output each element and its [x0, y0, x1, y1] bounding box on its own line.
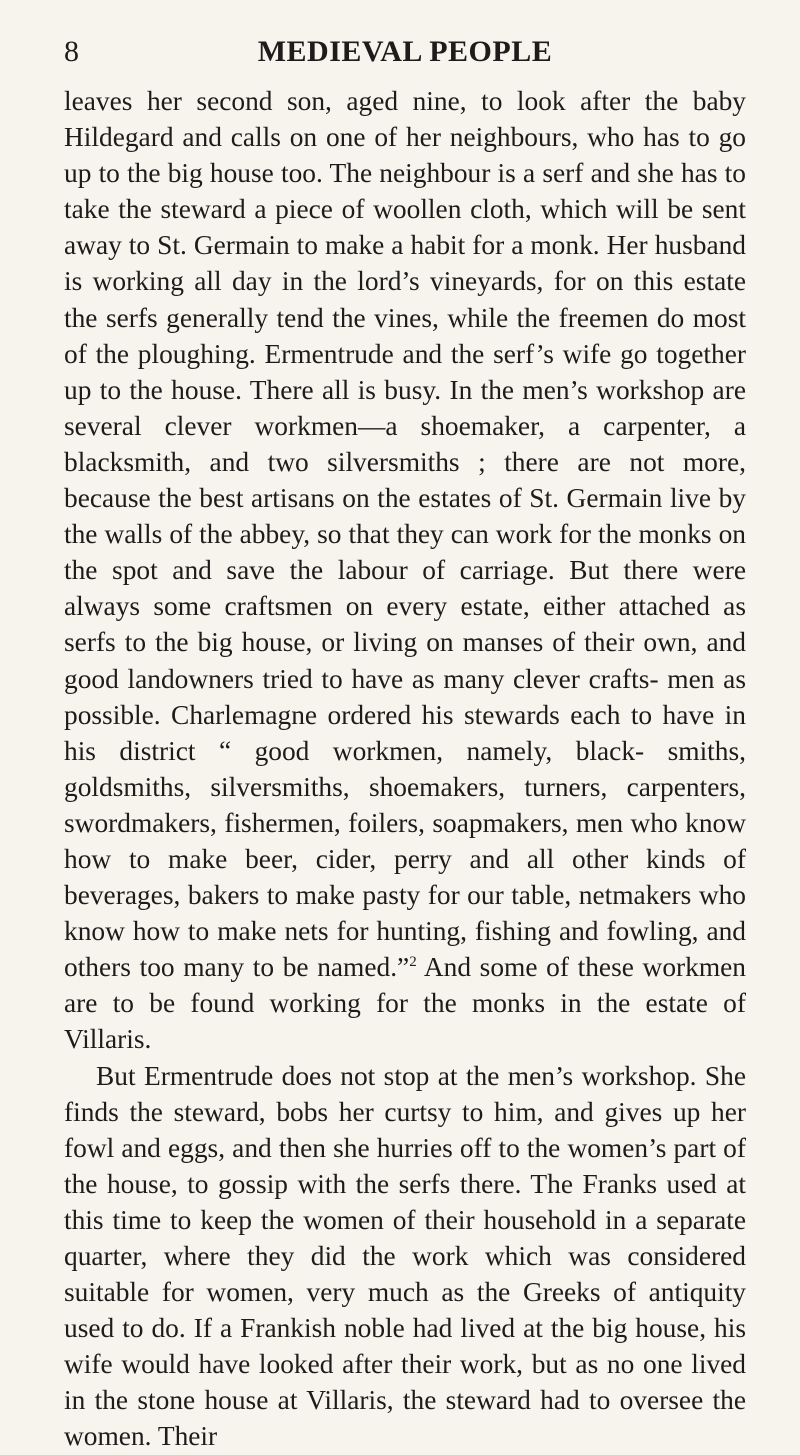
page-header [64, 30, 746, 74]
paragraph-1-text: leaves her second son, aged nine, to look after the baby Hildegard and calls on one of her neighbours, who has to go up to the big house too. The neighbour is a serf and she has to take the steward a piece of woollen cloth, which will be sent away to St. Germain to make a habit for a monk. Her husband is working all day in the lord’s vineyards, for on this estate the serfs generally tend the vines, while the freemen do most of the ploughing. Ermentrude and the serf’s wife go together up to the house. There all is busy. In the men’s workshop are several clever workmen—a shoemaker, a carpenter, a blacksmith, and two silversmiths ; there are not more, because the best artisans on the estates of St. Germain live by the walls of the abbey, so that they can work for the monks on the spot and save the labour of carriage. But there were always some craftsmen on every estate, either attached as serfs to the big house, or living on manses of their own, and good landowners tried to have as many clever crafts- men as possible. Charlemagne ordered his stewards each to have in his district “ good workmen, namely, black- smiths, goldsmiths, silversmiths, shoemakers, turners, carpenters, swordmakers, fishermen, foilers, soapmakers, men who know how to make beer, cider, perry and all other kinds of beverages, bakers to make pasty for our table, netmakers who know how to make nets for hunting, fishing and fowling, and others too many to be named.” [64, 86, 746, 983]
page-number: 8 [64, 35, 79, 68]
paragraph-2: But Ermentrude does not stop at the men’s workshop. She finds the steward, bobs her curtsy to him, and gives up her fowl and eggs, and then she hurries off to the women’s part of the house, to gossip with the serfs there. The Franks used at this time to keep the women of their household in a separate quarter, where they did the work which was considered suitable for women, very much as the Greeks of antiquity used to do. If a Frankish noble had lived at the big house, his wife would have looked after their work, but as no one lived in the stone house at Villaris, the steward had to oversee the women. Their [64, 1060, 746, 1452]
body-text [64, 83, 746, 1455]
footnote-reference: 2 [409, 954, 417, 971]
paragraph-1 [64, 83, 746, 1058]
running-title: MEDIEVAL PEOPLE [257, 35, 553, 68]
paragraph-1-continuation: And some of these workmen are to be found working for the monks in the estate of Villaris. [64, 952, 746, 1055]
